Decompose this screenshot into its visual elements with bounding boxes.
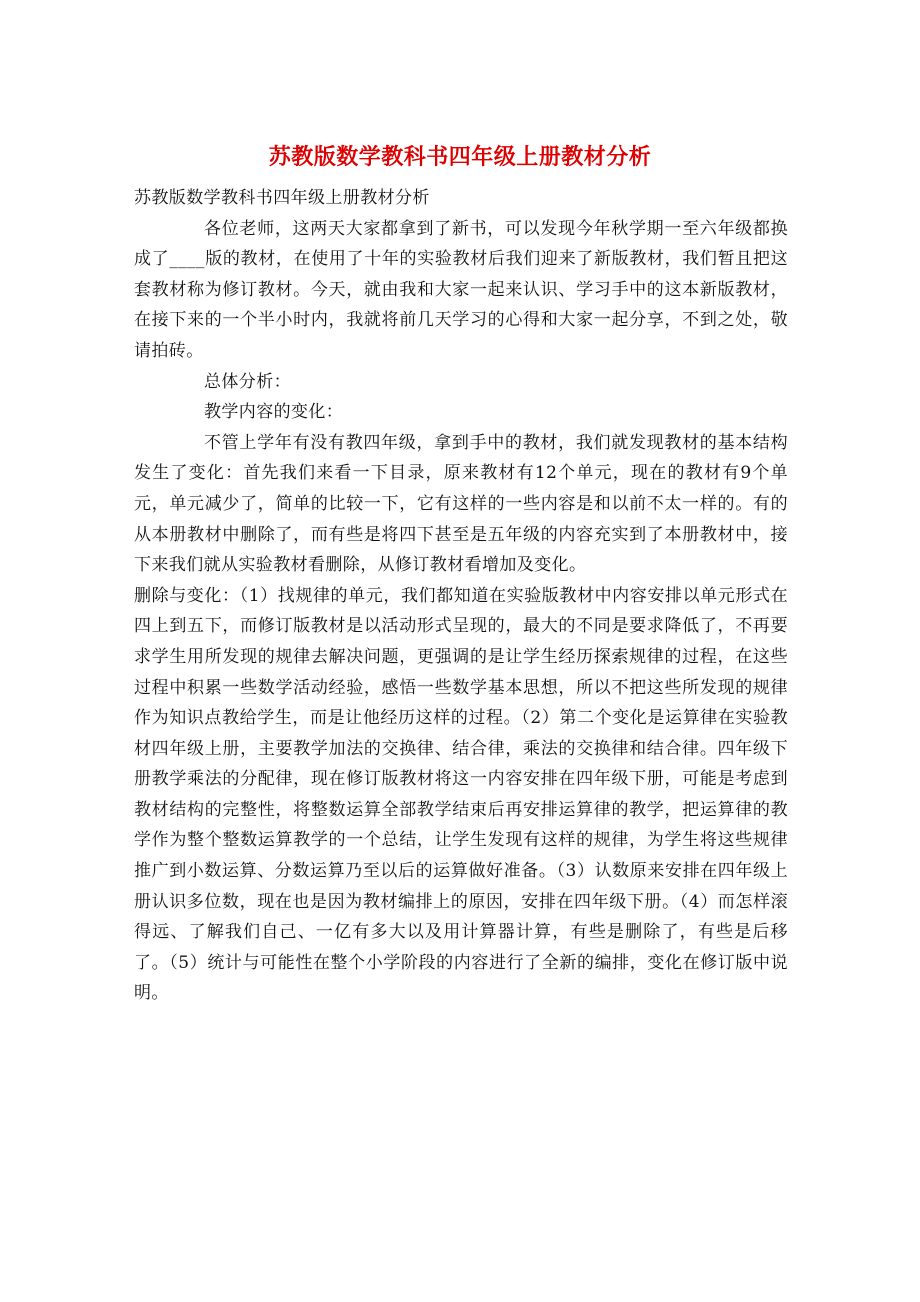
structure-change-paragraph: 不管上学年有没有教四年级，拿到手中的教材，我们就发现教材的基本结构发生了变化：首先我们来看一下目录，原来教材有12个单元，现在的教材有9个单元，单元减少了，简单的比较一下，它有这样的一些内容是和以前不太一样的。有的从本册教材中删除了，而有些是将四下甚至是五年级的内容充实到了本册教材中，接下来我们就从实验教材看删除，从修订教材看增加及变化。 <box>134 432 788 576</box>
document-title: 苏教版数学教科书四年级上册教材分析 <box>268 144 652 170</box>
deletions-changes-paragraph: 删除与变化：（1）找规律的单元，我们都知道在实验版教材中内容安排以单元形式在四上到五下，而修订版教材是以活动形式呈现的，最大的不同是要求降低了，不再要求学生用所发现的规律去解决问题，更强调的是让学生经历探索规律的过程，在这些过程中积累一些数学活动经验，感悟一些数学基本思想，所以不把这些所发现的规律作为知识点教给学生，而是让他经历这样的过程。（2）第二个变化是运算律在实验教材四年级上册，主要教学加法的交换律、结合律，乘法的交换律和结合律。四年级下册教学乘法的分配律，现在修订版教材将这一内容安排在四年级下册，可能是考虑到教材结构的完整性，将整数运算全部教学结束后再安排运算律的教学，把运算律的教学作为整个整数运算教学的一个总结，让学生发现有这样的规律，为学生将这些规律推广到小数运算、分数运算乃至以后的运算做好准备。（3）认数原来安排在四年级上册认识多位数，现在也是因为教材编排上的原因，安排在四年级下册。（4）而怎样滚得远、了解我们自己、一亿有多大以及用计算器计算，有些是删除了，有些是后移了。（5）统计与可能性在整个小学阶段的内容进行了全新的编排，变化在修订版中说明。 <box>134 585 788 1004</box>
intro-paragraph: 各位老师，这两天大家都拿到了新书，可以发现今年秋学期一至六年级都换成了____版的教材，在使用了十年的实验教材后我们迎来了新版教材，我们暂且把这套教材称为修订教材。今天，就由我和大家一起来认识、学习手中的这本新版教材，在接下来的一个半小时内，我就将前几天学习的心得和大家一起分享，不到之处，敬请拍砖。 <box>134 218 788 361</box>
document-body <box>134 183 788 1009</box>
subtitle-paragraph: 苏教版数学教科书四年级上册教材分析 <box>134 188 430 208</box>
section-heading-overall-analysis: 总体分析： <box>204 371 291 392</box>
section-heading-content-changes: 教学内容的变化： <box>204 402 344 423</box>
